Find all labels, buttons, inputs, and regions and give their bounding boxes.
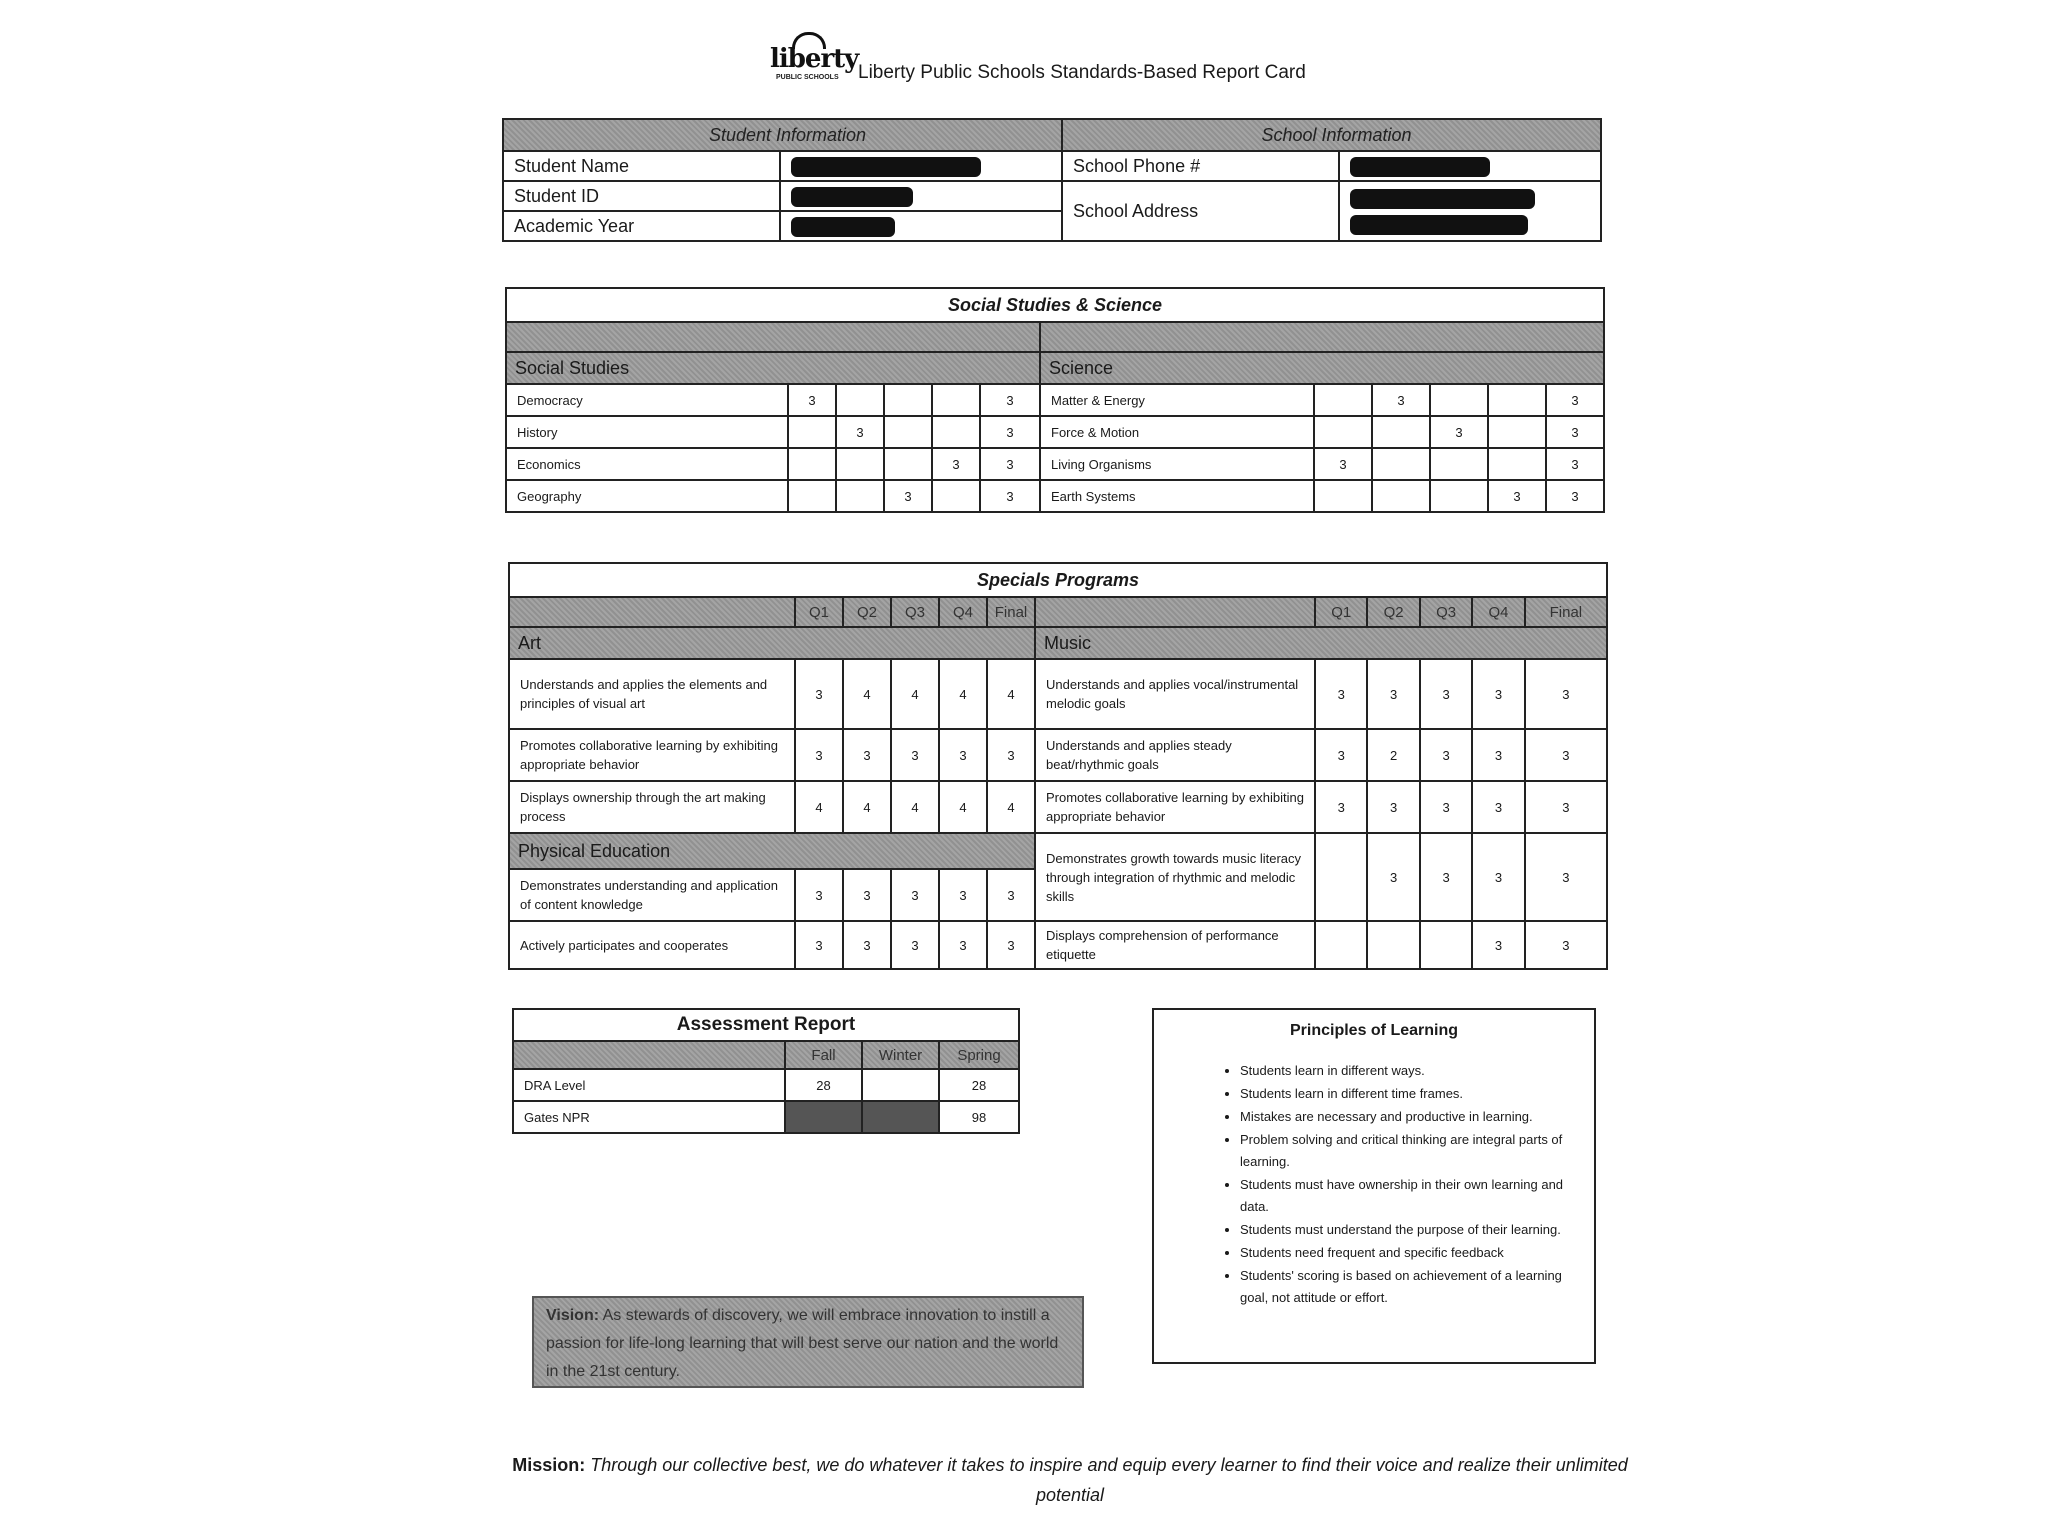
grade-cell: 3 [1420,833,1472,921]
grade-cell: 3 [1367,781,1419,833]
grade-cell: 3 [1472,781,1524,833]
art-heading: Art [509,627,1035,659]
grade-cell [788,416,836,448]
grade-cell: 3 [1472,833,1524,921]
grade-cell: 3 [1525,729,1607,781]
assessment-row-label: Gates NPR [513,1101,785,1133]
grade-cell: 3 [891,921,939,969]
principles-title: Principles of Learning [1289,1022,1459,1039]
principle-item: • Mistakes are necessary and productive in learning. [1240,1106,1574,1128]
grade-cell [1430,448,1488,480]
school-address-label: School Address [1062,181,1339,241]
science-quarter-header [1040,322,1604,352]
science-standard: Force & Motion [1040,416,1314,448]
quarter-header: Q1 [1315,597,1367,627]
table-row [506,480,1604,512]
grade-cell [1314,480,1372,512]
mission-text: Through our collective best, we do whatever it takes to inspire and equip every learner to find their voice and realize their unlimited potential [590,1455,1628,1505]
principle-item: • Students must understand the purpose of their learning. [1240,1219,1574,1241]
principle-item: • Problem solving and critical thinking are integral parts of learning. [1240,1129,1574,1173]
grade-cell [1488,416,1546,448]
grade-cell [1315,921,1367,969]
assessment-col-winter: Winter [862,1041,939,1069]
academic-year-value [780,211,1062,241]
science-standard: Living Organisms [1040,448,1314,480]
social-studies-standard: Economics [506,448,788,480]
table-row [506,448,1604,480]
grade-cell: 3 [987,921,1035,969]
grade-cell: 3 [891,729,939,781]
table-row [509,833,1607,869]
assessment-table [512,1008,1020,1134]
grade-cell: 3 [1472,659,1524,729]
pe-standard: Demonstrates understanding and application of content knowledge [509,869,795,921]
grade-cell: 4 [987,659,1035,729]
student-name-label: Student Name [503,151,780,181]
social-studies-heading: Social Studies [506,352,1040,384]
quarter-header: Q2 [1367,597,1419,627]
grade-cell: 3 [1546,480,1604,512]
liberty-logo [770,30,859,86]
assessment-col-fall: Fall [785,1041,862,1069]
quarter-header: Final [987,597,1035,627]
grade-cell: 3 [1546,448,1604,480]
art-standard: Displays ownership through the art making process [509,781,795,833]
science-standard: Matter & Energy [1040,384,1314,416]
principles-box [1152,1008,1596,1364]
school-address-value [1339,181,1601,241]
grade-cell [1372,448,1430,480]
grade-cell: 4 [843,659,891,729]
grade-cell: 3 [987,869,1035,921]
social-studies-standard: Geography [506,480,788,512]
assessment-title: Assessment Report [513,1009,1019,1041]
school-phone-label: School Phone # [1062,151,1339,181]
principle-item: • Students learn in different time frames. [1240,1083,1574,1105]
grade-cell [836,448,884,480]
grade-cell: 4 [939,781,987,833]
info-table [502,118,1602,242]
grade-cell: 3 [1420,659,1472,729]
music-standard: Understands and applies steady beat/rhythmic goals [1035,729,1315,781]
principle-item: • Students must have ownership in their own learning and data. [1240,1174,1574,1218]
social-quarter-header [506,322,1040,352]
redaction-bar [791,157,981,177]
assessment-value: 28 [785,1069,862,1101]
grade-cell [1488,384,1546,416]
grade-cell: 3 [1525,781,1607,833]
grade-cell: 3 [836,416,884,448]
music-standard: Displays comprehension of performance etiquette [1035,921,1315,969]
grade-cell: 3 [1430,416,1488,448]
quarter-header: Q1 [795,597,843,627]
grade-cell: 3 [1525,833,1607,921]
music-heading: Music [1035,627,1607,659]
principle-item: • Students learn in different ways. [1240,1060,1574,1082]
grade-cell: 3 [795,869,843,921]
grade-cell: 3 [843,869,891,921]
assessment-row-label: DRA Level [513,1069,785,1101]
grade-cell [1315,833,1367,921]
grade-cell: 4 [939,659,987,729]
assessment-blank-header [513,1041,785,1069]
grade-cell [1430,384,1488,416]
grade-cell: 3 [1546,384,1604,416]
redaction-bar [791,217,895,237]
pe-standard: Actively participates and cooperates [509,921,795,969]
redaction-bar [1350,189,1535,209]
table-row [509,921,1607,969]
table-row [506,416,1604,448]
grade-cell: 2 [1367,729,1419,781]
grade-cell: 3 [987,729,1035,781]
grade-cell [788,448,836,480]
school-info-heading: School Information [1062,119,1601,151]
grade-cell: 3 [1472,921,1524,969]
social-science-table [505,287,1605,513]
grade-cell [884,448,932,480]
grade-cell: 3 [980,416,1040,448]
art-blank-header [509,597,795,627]
grade-cell: 3 [932,448,980,480]
art-standard: Understands and applies the elements and principles of visual art [509,659,795,729]
specials-table [508,562,1608,970]
quarter-header: Q3 [891,597,939,627]
art-standard: Promotes collaborative learning by exhibiting appropriate behavior [509,729,795,781]
student-id-value [780,181,1062,211]
specials-title: Specials Programs [509,563,1607,597]
grade-cell: 3 [795,659,843,729]
grade-cell [1314,416,1372,448]
quarter-header: Final [1525,597,1607,627]
redaction-bar [1350,215,1528,235]
grade-cell: 4 [795,781,843,833]
grade-cell: 4 [987,781,1035,833]
assessment-shaded-cell [862,1101,939,1133]
music-standard: Promotes collaborative learning by exhibiting appropriate behavior [1035,781,1315,833]
music-standard: Understands and applies vocal/instrumental melodic goals [1035,659,1315,729]
grade-cell [1430,480,1488,512]
grade-cell: 3 [980,448,1040,480]
principle-item: • Students need frequent and specific feedback [1240,1242,1574,1264]
grade-cell: 3 [1315,781,1367,833]
grade-cell: 3 [1420,729,1472,781]
table-row [509,659,1607,729]
social-studies-standard: Democracy [506,384,788,416]
academic-year-label: Academic Year [503,211,780,241]
music-standard: Demonstrates growth towards music literacy through integration of rhythmic and melodic skills [1035,833,1315,921]
science-standard: Earth Systems [1040,480,1314,512]
principles-list [1154,1060,1594,1309]
social-science-rows [506,384,1604,512]
vision-box [532,1296,1084,1388]
vision-text: As stewards of discovery, we will embrace innovation to instill a passion for life-long learning that will best serve our nation and the world in the 21st century. [546,1307,1059,1380]
document-title: Liberty Public Schools Standards-Based Report Card [858,62,1306,83]
grade-cell: 4 [843,781,891,833]
grade-cell [1372,416,1430,448]
table-row [509,729,1607,781]
table-row [506,384,1604,416]
grade-cell: 3 [891,869,939,921]
grade-cell: 3 [884,480,932,512]
grade-cell [1367,921,1419,969]
mission-statement [480,1450,1660,1510]
grade-cell: 3 [980,480,1040,512]
grade-cell: 3 [939,921,987,969]
grade-cell [932,480,980,512]
mission-label: Mission: [512,1455,586,1475]
grade-cell: 3 [843,921,891,969]
grade-cell: 3 [939,869,987,921]
grade-cell [836,384,884,416]
grade-cell: 3 [1367,659,1419,729]
quarter-header: Q2 [843,597,891,627]
assessment-value [862,1069,939,1101]
grade-cell: 3 [788,384,836,416]
grade-cell: 3 [795,921,843,969]
grade-cell [1314,384,1372,416]
table-row [513,1101,1019,1133]
grade-cell [836,480,884,512]
assessment-value: 98 [939,1101,1019,1133]
specials-rows [509,659,1607,969]
grade-cell: 3 [1420,781,1472,833]
logo-word: liberty [770,44,859,74]
grade-cell: 3 [1315,659,1367,729]
grade-cell: 3 [1367,833,1419,921]
grade-cell: 3 [939,729,987,781]
grade-cell: 3 [1525,921,1607,969]
grade-cell: 3 [795,729,843,781]
student-info-heading: Student Information [503,119,1062,151]
school-phone-value [1339,151,1601,181]
quarter-header: Q4 [939,597,987,627]
grade-cell: 3 [843,729,891,781]
grade-cell [884,416,932,448]
redaction-bar [1350,157,1490,177]
grade-cell [1488,448,1546,480]
social-science-title: Social Studies & Science [506,288,1604,322]
grade-cell: 3 [1472,729,1524,781]
grade-cell: 3 [1488,480,1546,512]
grade-cell: 4 [891,781,939,833]
student-name-value [780,151,1062,181]
redaction-bar [791,187,913,207]
grade-cell: 3 [1315,729,1367,781]
assessment-shaded-cell [785,1101,862,1133]
assessment-value: 28 [939,1069,1019,1101]
principle-item: • Students' scoring is based on achievement of a learning goal, not attitude or effort. [1240,1265,1574,1309]
grade-cell [884,384,932,416]
quarter-header: Q3 [1420,597,1472,627]
logo-subtext: PUBLIC SCHOOLS [776,74,839,81]
grade-cell: 3 [1314,448,1372,480]
quarter-header: Q4 [1472,597,1524,627]
assessment-col-spring: Spring [939,1041,1019,1069]
science-heading: Science [1040,352,1604,384]
grade-cell: 3 [1525,659,1607,729]
social-studies-standard: History [506,416,788,448]
grade-cell: 4 [891,659,939,729]
grade-cell [788,480,836,512]
student-id-label: Student ID [503,181,780,211]
vision-label: Vision: [546,1307,600,1324]
grade-cell [1372,480,1430,512]
physical-education-heading: Physical Education [509,833,1035,869]
grade-cell [932,384,980,416]
grade-cell [932,416,980,448]
table-row [509,781,1607,833]
music-blank-header [1035,597,1315,627]
grade-cell [1420,921,1472,969]
grade-cell: 3 [1372,384,1430,416]
grade-cell: 3 [980,384,1040,416]
grade-cell: 3 [1546,416,1604,448]
table-row [513,1069,1019,1101]
